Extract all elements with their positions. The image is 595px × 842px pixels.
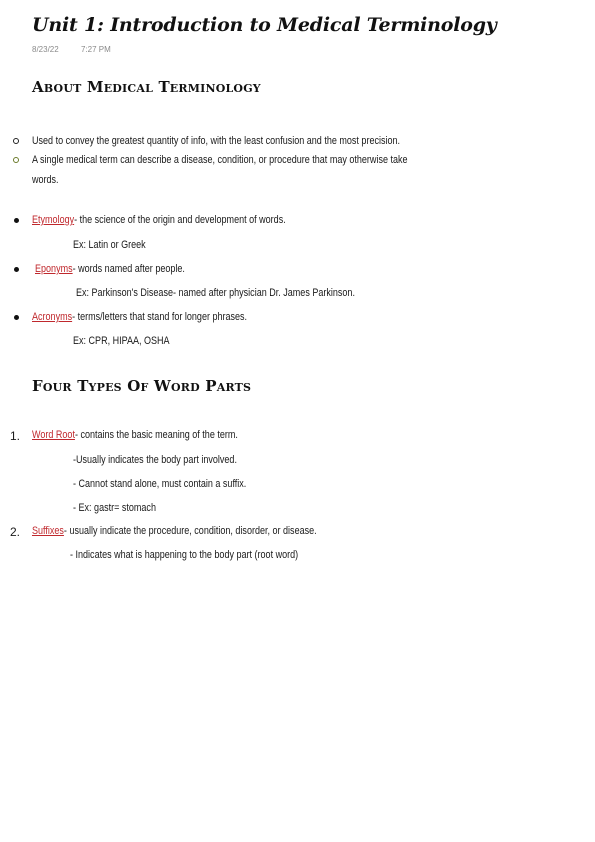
word-part-detail[interactable]: -Usually indicates the body part involved. — [73, 454, 237, 466]
term-definition: - terms/letters that stand for longer phrases. — [72, 311, 248, 323]
term-word-root[interactable]: Word Root — [32, 429, 75, 441]
bullet-icon — [14, 315, 19, 320]
term-line-etymology[interactable] — [32, 214, 286, 226]
page-title: Unit 1: Introduction to Medical Terminology — [32, 14, 497, 36]
section-heading-about: About Medical Terminology — [32, 78, 261, 96]
term-definition: - the science of the origin and development of words. — [74, 214, 286, 226]
term-definition: - words named after people. — [72, 263, 185, 275]
hollow-bullet-icon — [13, 138, 19, 144]
list-item[interactable]: Used to convey the greatest quantity of info, with the least confusion and the most precision. — [32, 135, 401, 147]
term-eponyms[interactable]: Eponyms — [35, 263, 73, 275]
term-definition: - contains the basic meaning of the term. — [74, 429, 238, 441]
word-part-line-root[interactable] — [32, 429, 238, 441]
term-definition: - usually indicate the procedure, condition, disorder, or disease. — [63, 525, 317, 537]
list-number: 2. — [10, 525, 21, 539]
note-time: 7:27 PM — [81, 45, 111, 54]
word-part-line-suffixes[interactable] — [32, 525, 317, 537]
term-acronyms[interactable]: Acronyms — [32, 311, 73, 323]
note-date: 8/23/22 — [32, 45, 59, 54]
term-example[interactable]: Ex: Latin or Greek — [73, 239, 146, 251]
term-line-acronyms[interactable] — [32, 311, 247, 323]
term-suffixes[interactable]: Suffixes — [32, 525, 64, 537]
bullet-icon — [14, 218, 19, 223]
bullet-icon — [14, 267, 19, 272]
section-heading-word-parts: Four Types Of Word Parts — [32, 377, 252, 395]
term-example[interactable]: Ex: Parkinson's Disease- named after physician Dr. James Parkinson. — [76, 287, 355, 299]
word-part-detail[interactable]: - Indicates what is happening to the body part (root word) — [70, 549, 299, 561]
term-example[interactable]: Ex: CPR, HIPAA, OSHA — [73, 335, 170, 347]
word-part-detail[interactable]: - Cannot stand alone, must contain a suffix. — [73, 478, 247, 490]
list-item[interactable]: A single medical term can describe a disease, condition, or procedure that may otherwise take — [32, 154, 408, 166]
hollow-bullet-icon — [13, 157, 19, 163]
list-item-continuation[interactable]: words. — [32, 174, 59, 186]
term-etymology[interactable]: Etymology — [32, 214, 75, 226]
term-line-eponyms[interactable] — [35, 263, 185, 275]
word-part-detail[interactable]: - Ex: gastr= stomach — [73, 502, 156, 514]
list-number: 1. — [10, 429, 21, 443]
